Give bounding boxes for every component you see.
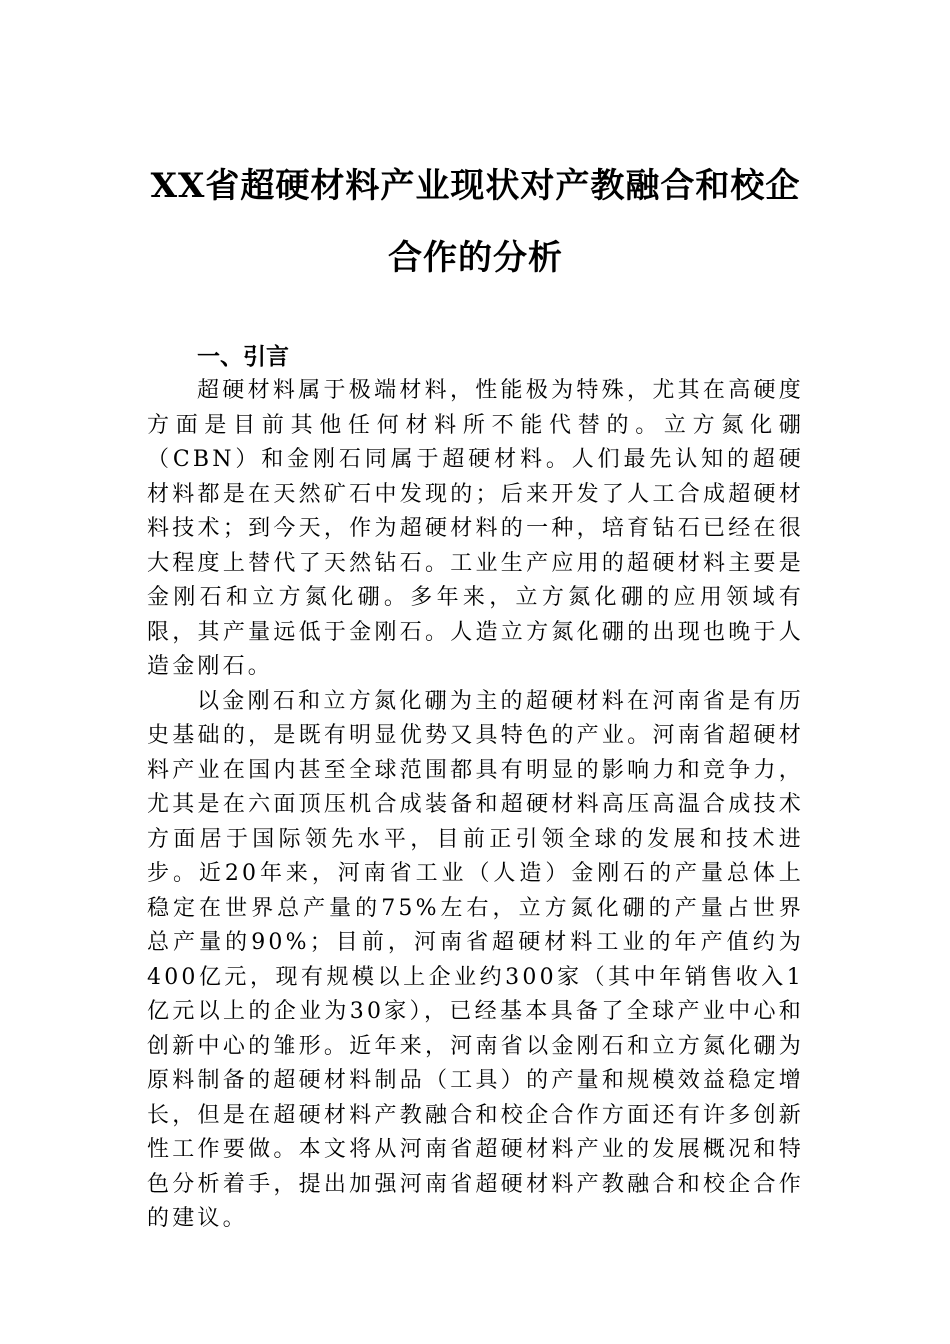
document-title: XX省超硬材料产业现状对产教融合和校企合作的分析	[150, 166, 801, 278]
section-heading-introduction: 一、引言	[197, 344, 289, 370]
paragraph-2: 以金刚石和立方氮化硼为主的超硬材料在河南省是有历史基础的，是既有明显优势又具特色的产业。河南省超硬材料产业在国内甚至全球范围都具有明显的影响力和竞争力，尤其是在六面顶压机合成装备和超硬材料高压高温合成技术方面居于国际领先水平，目前正引领全球的发展和技术进步。近20年来，河南省工业（人造）金刚石的产量总体上稳定在世界总产量的75%左右，立方氮化硼的产量占世界总产量的90%；目前，河南省超硬材料工业的年产值约为400亿元，现有规模以上企业约300家（其中年销售收入1亿元以上的企业为30家），已经基本具备了全球产业中心和创新中心的雏形。近年来，河南省以金刚石和立方氮化硼为原料制备的超硬材料制品（工具）的产量和规模效益稳定增长，但是在超硬材料产教融合和校企合作方面还有许多创新性工作要做。本文将从河南省超硬材料产业的发展概况和特色分析着手，提出加强河南省超硬材料产教融合和校企合作的建议。	[147, 688, 804, 1231]
paragraph-1: 超硬材料属于极端材料，性能极为特殊，尤其在高硬度方面是目前其他任何材料所不能代替的。立方氮化硼（CBN）和金刚石同属于超硬材料。人们最先认知的超硬材料都是在天然矿石中发现的；后来开发了人工合成超硬材料技术；到今天，作为超硬材料的一种，培育钻石已经在很大程度上替代了天然钻石。工业生产应用的超硬材料主要是金刚石和立方氮化硼。多年来，立方氮化硼的应用领域有限，其产量远低于金刚石。人造立方氮化硼的出现也晚于人造金刚石。	[147, 378, 804, 679]
document-page	[147, 150, 804, 1237]
